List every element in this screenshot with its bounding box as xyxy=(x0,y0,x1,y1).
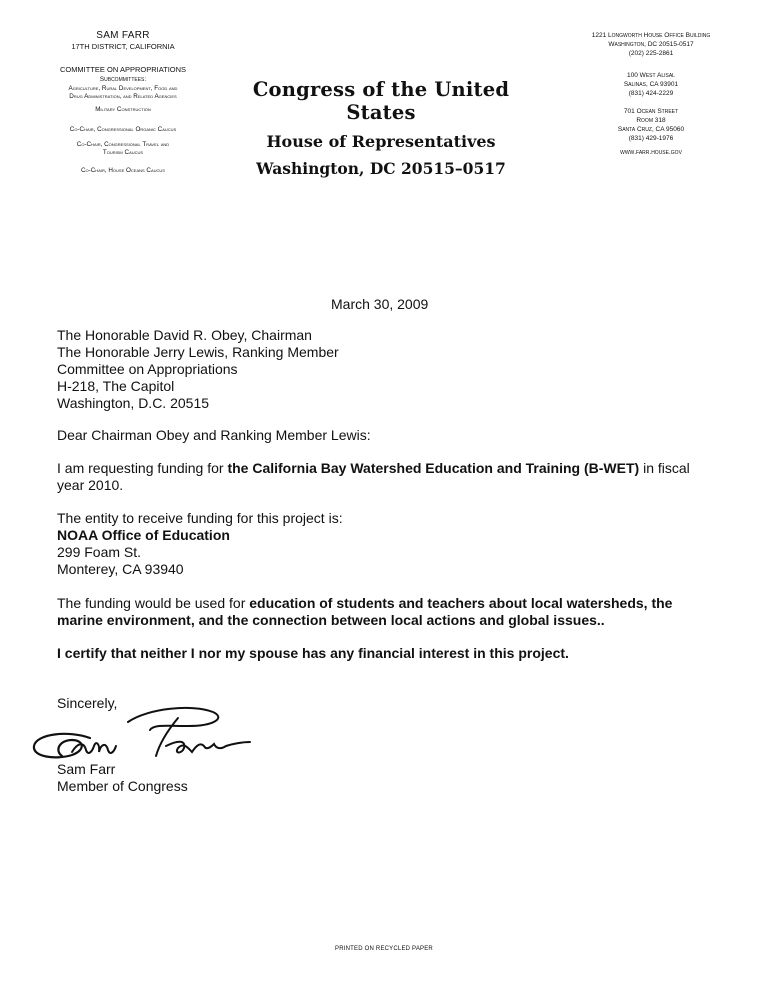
recipient-line: The Honorable David R. Obey, Chairman xyxy=(57,327,312,343)
cochair-oceans: Co-Chair, House Oceans Caucus xyxy=(81,167,165,174)
recipient-line: The Honorable Jerry Lewis, Ranking Member xyxy=(57,344,339,360)
member-name: SAM FARR xyxy=(96,30,150,41)
entity-block xyxy=(57,510,343,578)
washington-title: Washington, DC 20515–0517 xyxy=(256,159,506,178)
signer-block xyxy=(57,761,188,795)
santacruz-office-line2: Room 318 xyxy=(636,117,666,124)
entity-intro: The entity to receive funding for this project is: xyxy=(57,510,343,526)
cochair-travel-line2: Tourism Caucus xyxy=(102,149,144,156)
signer-title: Member of Congress xyxy=(57,778,188,794)
certification: I certify that neither I nor my spouse has any financial interest in this project. xyxy=(57,645,569,661)
request-paragraph xyxy=(57,460,717,494)
salutation: Dear Chairman Obey and Ranking Member Lewis: xyxy=(57,427,371,443)
request-project: the California Bay Watershed Education and Training (B-WET) xyxy=(227,460,640,476)
closing: Sincerely, xyxy=(57,695,118,711)
funding-purpose: education of students and teachers about local watersheds, the marine environment, and the connection between local actions and global issues.. xyxy=(57,595,673,628)
santacruz-office-line3: Santa Cruz, CA 95060 xyxy=(617,126,685,133)
subcommittee-agriculture-line2: Drug Administration, and Related Agencies xyxy=(69,93,177,100)
letterhead-title xyxy=(230,78,532,178)
member-district: 17TH DISTRICT, CALIFORNIA xyxy=(71,42,175,51)
santacruz-office-phone: (831) 429-1976 xyxy=(628,135,674,142)
salinas-office-line2: Salinas, CA 93901 xyxy=(623,81,679,88)
website: www.farr.house.gov xyxy=(620,149,682,156)
request-prefix: I am requesting funding for xyxy=(57,460,228,476)
recipient-line: H-218, The Capitol xyxy=(57,378,175,394)
recipient-line: Committee on Appropriations xyxy=(57,361,238,377)
letterhead-left-column xyxy=(0,30,246,175)
dc-office-line1: 1221 Longworth House Office Building xyxy=(591,32,711,39)
congress-title: Congress of the United States xyxy=(252,78,510,124)
entity-city: Monterey, CA 93940 xyxy=(57,561,184,577)
salinas-office-phone: (831) 424-2229 xyxy=(628,90,674,97)
dc-office-line2: Washington, DC 20515-0517 xyxy=(608,41,694,48)
entity-name: NOAA Office of Education xyxy=(57,527,230,543)
salinas-office-line1: 100 West Alisal xyxy=(627,72,675,79)
letter-date: March 30, 2009 xyxy=(331,296,429,312)
subcommittee-military: Military Construction xyxy=(95,106,151,113)
request-suffix: in fiscal year 2010. xyxy=(57,460,690,493)
subcommittees-label: Subcommittees: xyxy=(99,76,147,83)
letterhead-right-column xyxy=(565,31,737,157)
printed-note: PRINTED ON RECYCLED PAPER xyxy=(335,946,433,952)
house-title: House of Representatives xyxy=(266,132,496,151)
santacruz-office-line1: 701 Ocean Street xyxy=(623,108,679,115)
signer-name: Sam Farr xyxy=(57,761,116,777)
funding-prefix: The funding would be used for xyxy=(57,595,250,611)
committee-name: COMMITTEE ON APPROPRIATIONS xyxy=(59,65,187,74)
cochair-organic: Co-Chair, Congressional Organic Caucus xyxy=(69,126,177,133)
recipient-line: Washington, D.C. 20515 xyxy=(57,395,210,411)
cochair-travel-line1: Co-Chair, Congressional Travel and xyxy=(76,141,170,148)
handwritten-signature xyxy=(28,700,258,770)
dc-office-phone: (202) 225-2861 xyxy=(628,50,674,57)
recipient-address xyxy=(57,327,339,412)
entity-street: 299 Foam St. xyxy=(57,544,142,560)
funding-paragraph xyxy=(57,595,717,629)
subcommittee-agriculture-line1: Agriculture, Rural Development, Food and xyxy=(68,85,178,92)
